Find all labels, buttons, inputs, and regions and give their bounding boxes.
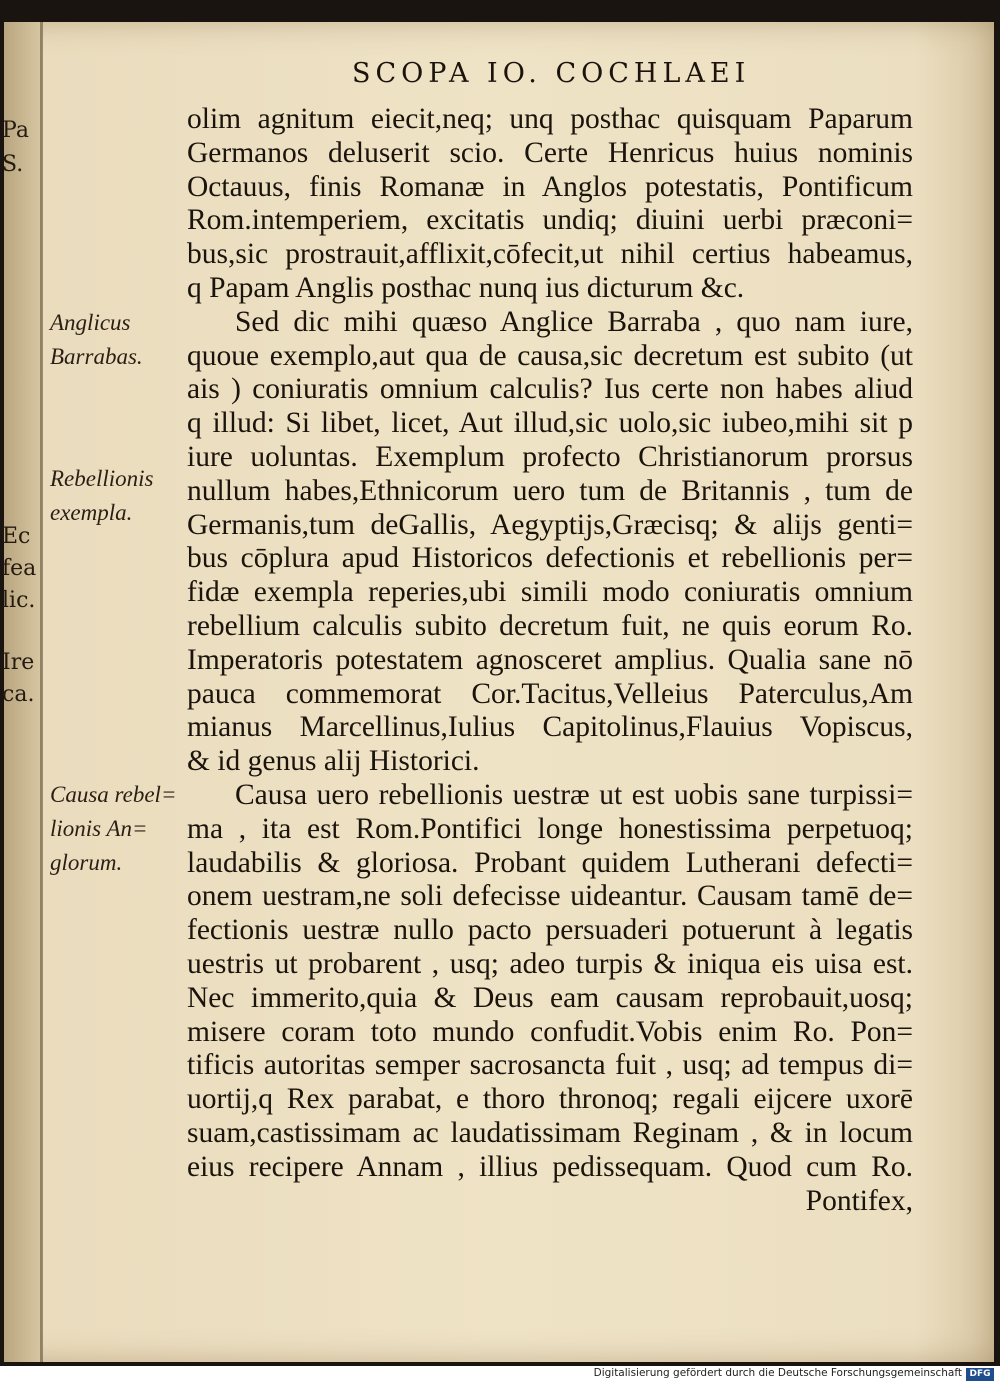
text-line: pauca commemorat Cor.Tacitus,Velleius Paterculus,Am (187, 677, 913, 710)
gutter-fragment: fea (2, 556, 37, 581)
marginal-note (50, 778, 176, 879)
gutter-fragment: ca. (2, 682, 35, 707)
text-line: laudabilis & gloriosa. Probant quidem Lutherani defecti= (187, 846, 913, 879)
text-line: Germanos deluserit scio. Certe Henricus huius nominis (187, 136, 913, 169)
text-line: bus cōplura apud Historicos defectionis et rebellionis per= (187, 542, 913, 575)
text-line: eius recipere Annam , illius pedissequam. Quod cum Ro. (187, 1150, 913, 1183)
text-line: misere coram toto mundo confudit.Vobis enim Ro. Pon= (187, 1015, 913, 1048)
text-line: rebellium calculis subito decretum fuit, ne quis eorum Ro. (187, 609, 913, 642)
text-line: q illud: Si libet, licet, Aut illud,sic uolo,sic iubeo,mihi sit p (187, 407, 913, 440)
text-line: ais ) coniuratis omnium calculis? Ius certe non habes aliud (187, 373, 913, 406)
dfg-logo: DFG (966, 1368, 994, 1381)
body-text (187, 103, 913, 1218)
marginal-note-line: Barrabas. (50, 343, 143, 369)
marginal-note (50, 306, 143, 374)
text-line: bus,sic prostrauit,afflixit,cōfecit,ut nihil certius habeamus, (187, 238, 913, 271)
text-line: iure uoluntas. Exemplum profecto Christianorum prorsus (187, 440, 913, 473)
text-line: Nec immerito,quia & Deus eam causam reprobauit,uosq; (187, 981, 913, 1014)
gutter-fragment: lic. (2, 588, 36, 613)
marginal-note-line: Rebellionis (50, 466, 154, 491)
text-line: & id genus alij Historici. (187, 745, 480, 778)
gutter-fragment: Ec (2, 524, 31, 549)
text-line: suam,castissimam ac laudatissimam Reginam , & in locum (187, 1116, 913, 1149)
gutter-binding-line (40, 22, 43, 1362)
text-line: Octauus, finis Romanæ in Anglos potestatis, Pontificum (187, 170, 913, 203)
text-line: onem uestram,ne soli defecisse uideantur. Causam tamē de= (187, 880, 913, 913)
gutter-fragment: Pa (2, 118, 29, 143)
catchword: Pontifex, (805, 1184, 913, 1217)
marginal-note (50, 462, 153, 530)
running-head: SCOPA IO. COCHLAEI (352, 58, 751, 89)
text-line: Germanis,tum deGallis, Aegyptijs,Græcisq; & alijs genti= (187, 508, 913, 541)
text-line: quoue exemplo,aut qua de causa,sic decretum est subito (ut (187, 339, 913, 372)
text-line: nullum habes,Ethnicorum uero tum de Britannis , tum de (187, 474, 913, 507)
text-line: Sed dic mihi quæso Anglice Barraba , quo nam iure, (235, 305, 913, 338)
marginal-note-line: lionis An= (50, 815, 148, 841)
gutter-fragment: S. (2, 152, 24, 177)
text-line: q Papam Anglis posthac nunq ius dicturum &c. (187, 271, 745, 304)
digitization-credit: Digitalisierung gefördert durch die Deutsche Forschungsgemeinschaft (593, 1367, 962, 1379)
text-line: fectionis uestræ nullo pacto persuaderi potuerunt à legatis (187, 914, 913, 947)
marginal-note-line: glorum. (50, 849, 123, 875)
marginal-note-line: Causa rebel= (50, 782, 177, 807)
text-line: mianus Marcellinus,Iulius Capitolinus,Flauius Vopiscus, (187, 711, 913, 744)
marginal-note-line: Anglicus (50, 310, 131, 335)
text-line: Rom.intemperiem, excitatis undiq; diuini uerbi præconi= (187, 204, 913, 237)
text-line: Imperatoris potestatem agnosceret amplius. Qualia sane nō (187, 643, 913, 676)
text-line: tificis autoritas semper sacrosancta fuit , usq; ad tempus di= (187, 1049, 913, 1082)
text-line: fidæ exempla reperies,ubi simili modo coniuratis omnium (187, 576, 913, 609)
text-line: ma , ita est Rom.Pontifici longe honestissima perpetuoq; (187, 812, 913, 845)
text-line: uestris ut probarent , usq; adeo turpis & iniqua eis uisa est. (187, 947, 913, 980)
gutter-fragment: Ire (2, 650, 35, 675)
text-line: uortij,q Rex parabat, e thoro thronoq; regali eijcere uxorē (187, 1083, 913, 1116)
text-line: Causa uero rebellionis uestræ ut est uobis sane turpissi= (235, 778, 913, 811)
marginal-note-line: exempla. (50, 499, 133, 525)
text-line: olim agnitum eiecit,neq; unq posthac quisquam Paparum (187, 103, 913, 135)
